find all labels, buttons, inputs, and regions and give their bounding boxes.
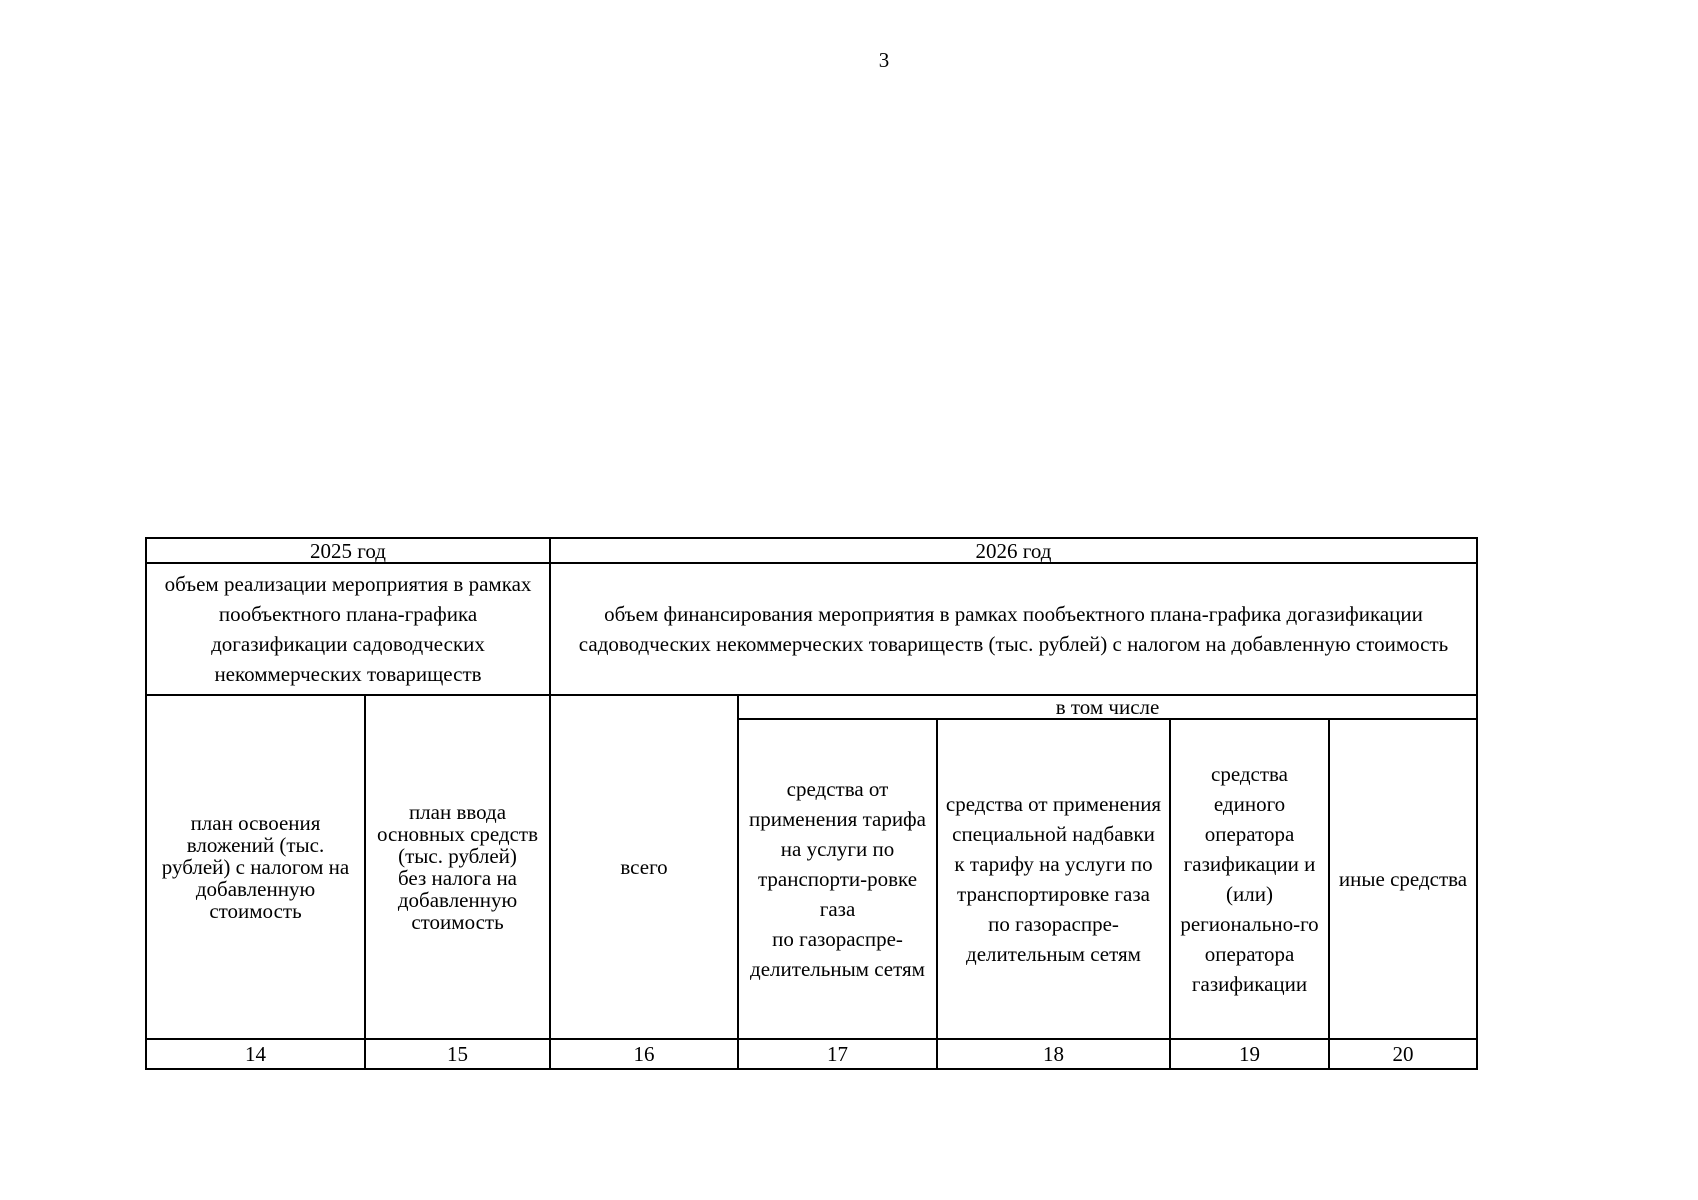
header-2026-description: объем финансирования мероприятия в рамках пообъектного плана-графика догазификации садоводческих некоммерческих товариществ (тыс. рублей) с налогом на добавленную стоимость — [550, 563, 1477, 695]
column-header-14: план освоения вложений (тыс. рублей) с налогом на добавленную стоимость — [146, 695, 365, 1039]
column-number-15: 15 — [365, 1039, 550, 1069]
column-header-18: средства от применения специальной надбавки к тарифу на услуги по транспортировке газа по газораспре-делительным сетям — [937, 719, 1170, 1039]
column-number-row — [146, 1039, 1477, 1069]
header-row-including — [146, 695, 1477, 719]
column-header-20: иные средства — [1329, 719, 1477, 1039]
column-number-14: 14 — [146, 1039, 365, 1069]
column-number-16: 16 — [550, 1039, 738, 1069]
column-header-19: средства единого оператора газификации и (или) регионально-го оператора газификации — [1170, 719, 1329, 1039]
column-number-20: 20 — [1329, 1039, 1477, 1069]
header-row-years — [146, 538, 1477, 563]
column-header-15: план ввода основных средств (тыс. рублей) без налога на добавленную стоимость — [365, 695, 550, 1039]
page-number: 3 — [878, 48, 890, 72]
column-number-19: 19 — [1170, 1039, 1329, 1069]
header-2025-description: объем реализации мероприятия в рамках пообъектного плана-графика догазификации садоводческих некоммерческих товариществ — [146, 563, 550, 695]
header-including: в том числе — [738, 695, 1477, 719]
column-number-18: 18 — [937, 1039, 1170, 1069]
column-header-17: средства от применения тарифа на услуги по транспорти-ровке газа по газораспре-делительным сетям — [738, 719, 937, 1039]
financing-table — [145, 537, 1478, 1070]
header-year-2025: 2025 год — [146, 538, 550, 563]
header-year-2026: 2026 год — [550, 538, 1477, 563]
column-number-17: 17 — [738, 1039, 937, 1069]
header-row-descriptions — [146, 563, 1477, 695]
column-header-16: всего — [550, 695, 738, 1039]
